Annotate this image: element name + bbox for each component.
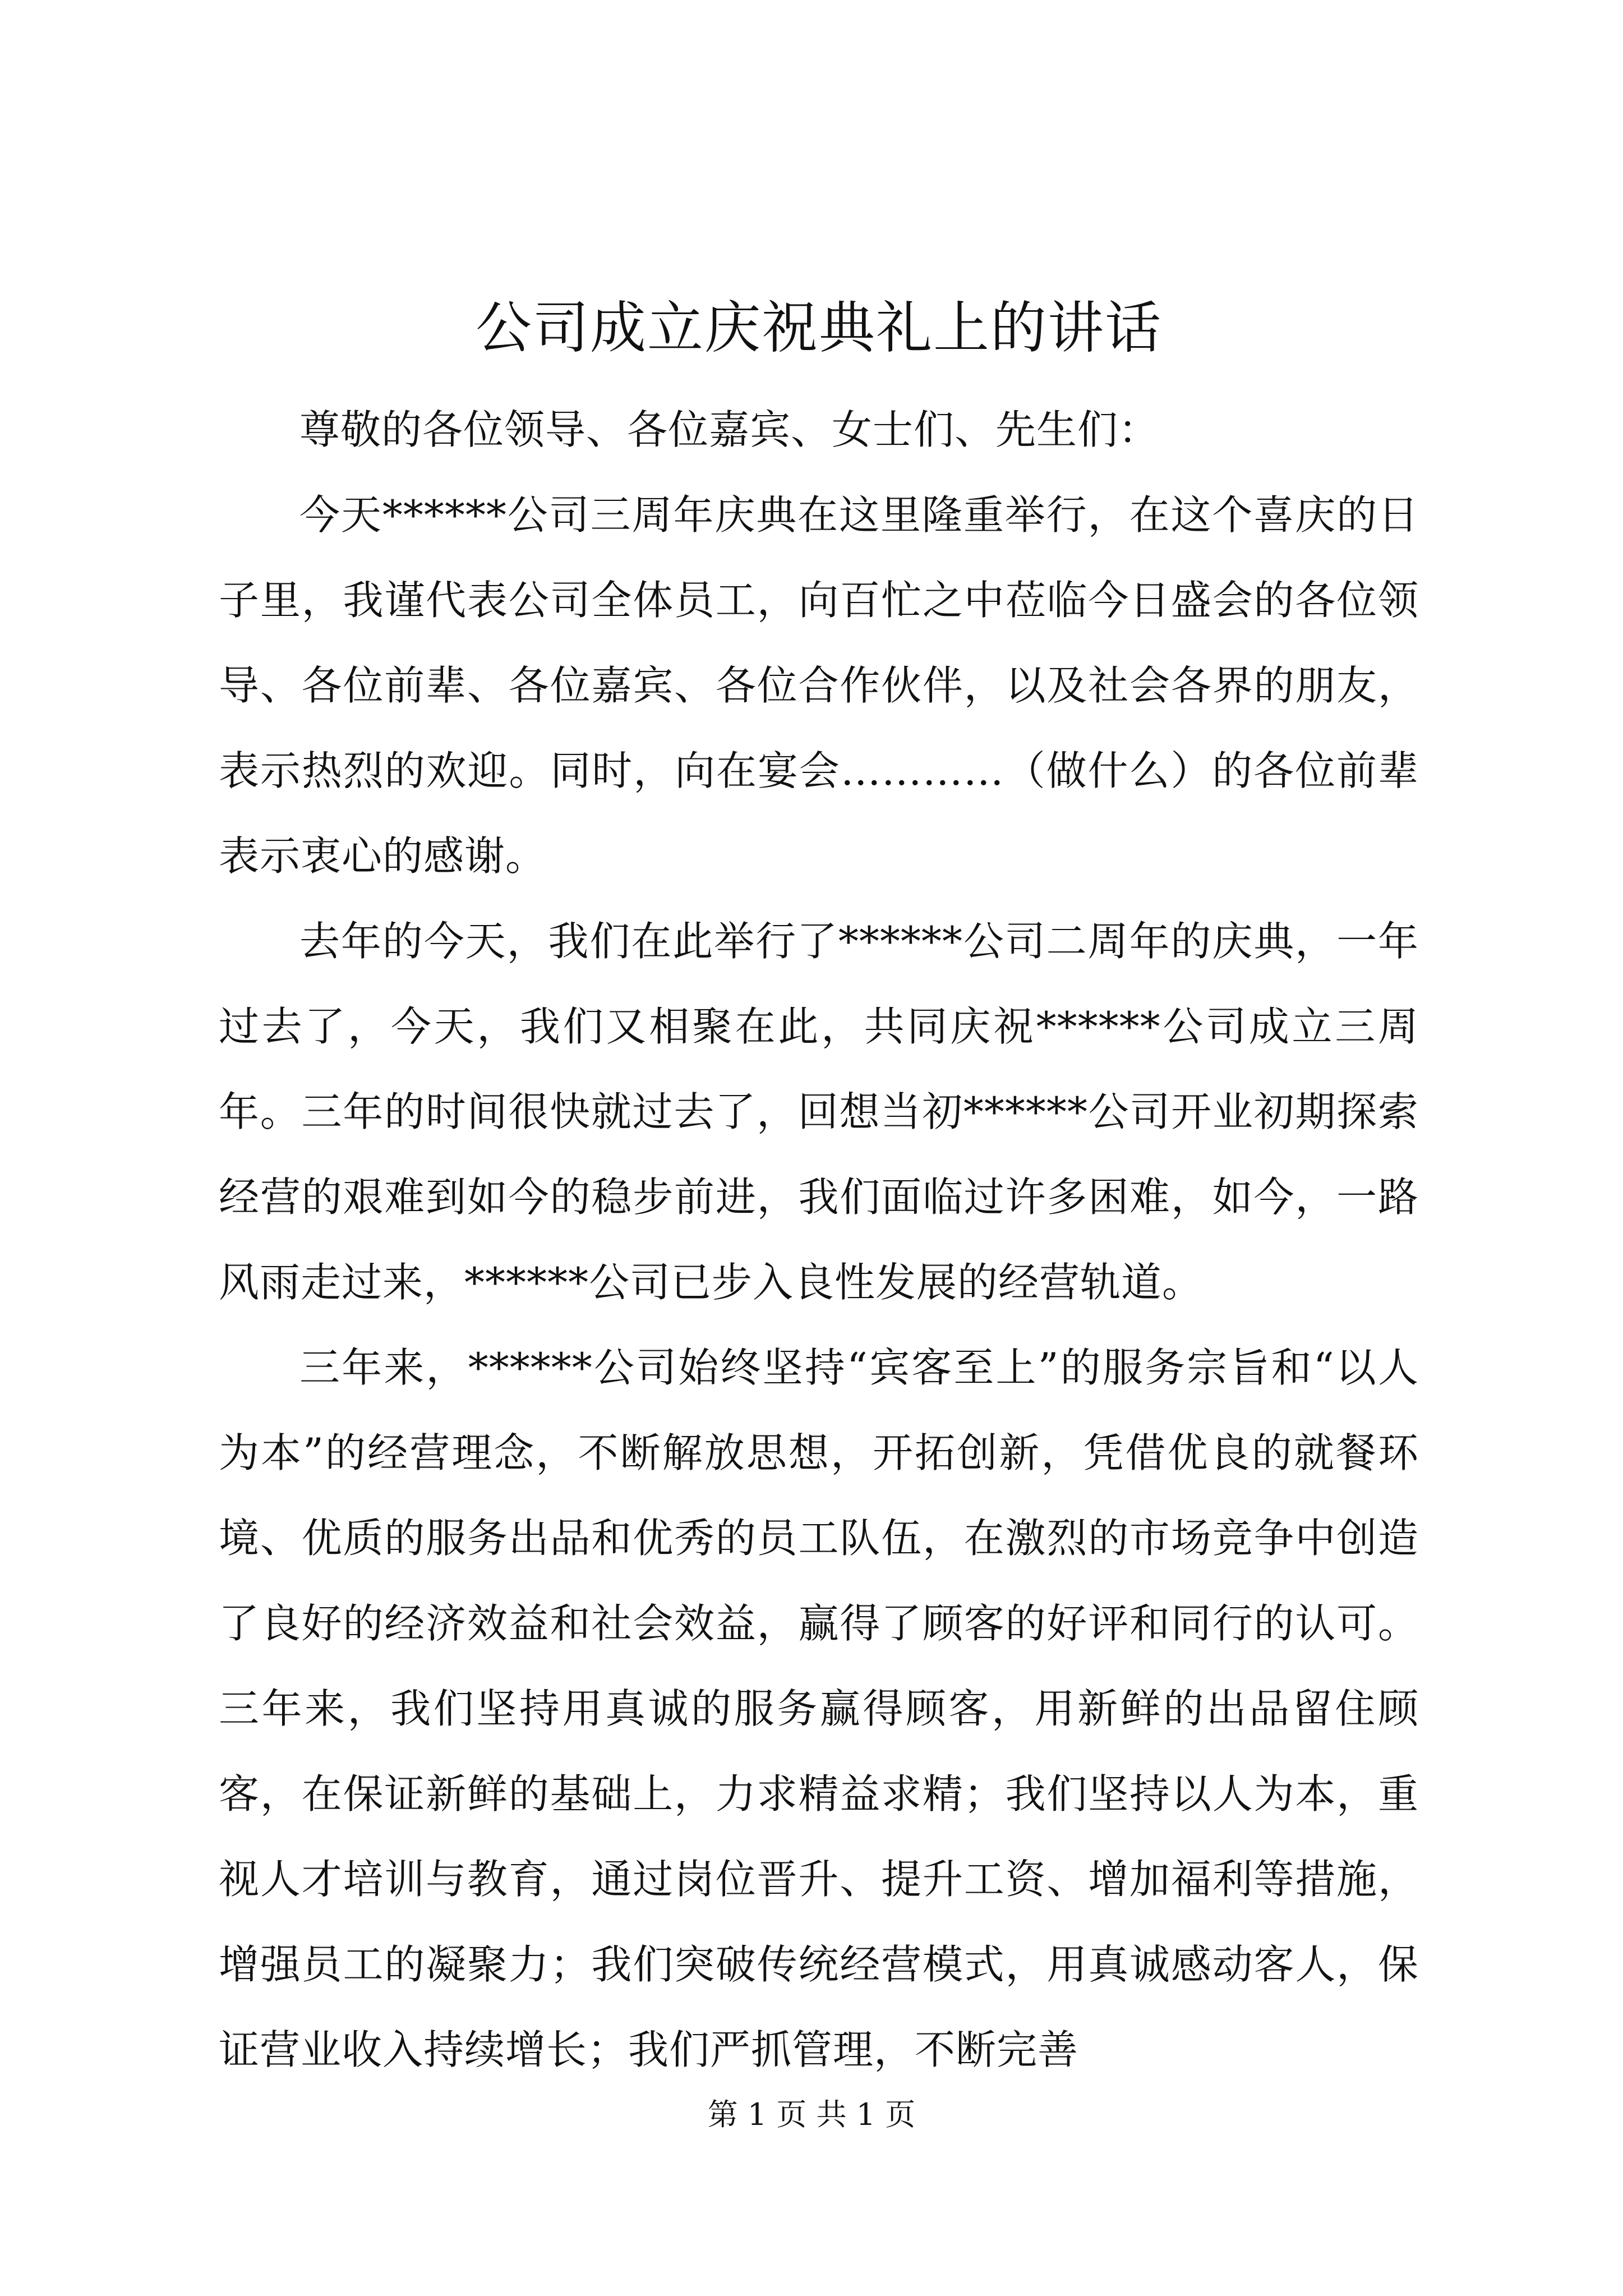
page-footer: 第 1 页 共 1 页 (707, 2097, 916, 2132)
document-body (219, 286, 1419, 2092)
salutation-paragraph: 尊敬的各位领导、各位嘉宾、女士们、先生们： (299, 406, 1160, 453)
body-paragraph-1: 今天******公司三周年庆典在这里隆重举行，在这个喜庆的日子里，我谨代表公司全体员工，向百忙之中莅临今日盛会的各位领导、各位前辈、各位嘉宾、各位合作伙伴，以及社会各界的朋友，表示热烈的欢迎。同时，向在宴会…………（做什么）的各位前辈表示衷心的感谢。 (219, 491, 1419, 880)
document-title: 公司成立庆祝典礼上的讲话 (476, 295, 1162, 361)
body-paragraph-3: 三年来，******公司始终坚持“宾客至上”的服务宗旨和“以人为本”的经营理念，不断解放思想，开拓创新，凭借优良的就餐环境、优质的服务出品和优秀的员工队伍，在激烈的市场竞争中创造了良好的经济效益和社会效益，赢得了顾客的好评和同行的认可。三年来，我们坚持用真诚的服务赢得顾客，用新鲜的出品留住顾客，在保证新鲜的基础上，力求精益求精；我们坚持以人为本，重视人才培训与教育，通过岗位晋升、提升工资、增加福利等措施，增强员工的凝聚力；我们突破传统经营模式，用真诚感动客人，保证营业收入持续增长；我们严抓管理，不断完善 (219, 1344, 1419, 2073)
body-paragraph-2: 去年的今天，我们在此举行了******公司二周年的庆典，一年过去了，今天，我们又相聚在此，共同庆祝******公司成立三周年。三年的时间很快就过去了，回想当初******公司开业初期探索经营的艰难到如今的稳步前进，我们面临过许多困难，如今，一路风雨走过来，******公司已步入良性发展的经营轨道。 (219, 918, 1419, 1306)
